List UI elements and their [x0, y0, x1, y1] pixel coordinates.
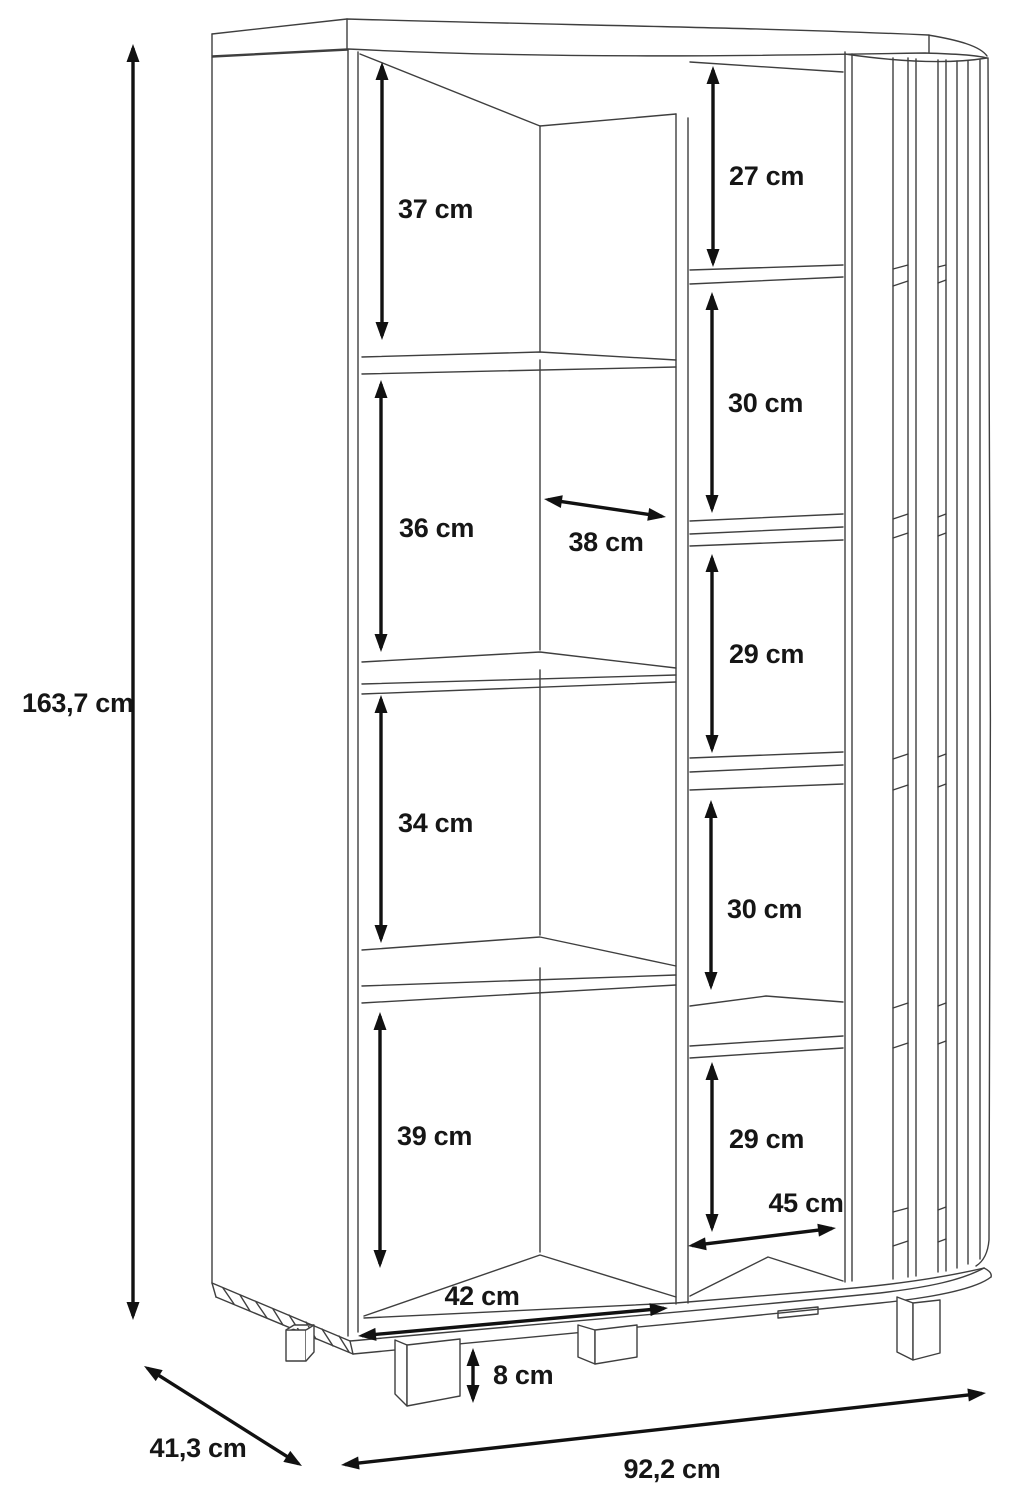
- dimension-overall-height: [22, 44, 140, 1320]
- dimension-feet-height: [467, 1348, 554, 1403]
- dimension-label-overall-width: 92,2 cm: [623, 1454, 721, 1484]
- dimension-label-left-section-4: 39 cm: [397, 1121, 473, 1151]
- dimension-label-overall-depth: 41,3 cm: [149, 1433, 247, 1463]
- dimension-left-section-2: [375, 380, 475, 652]
- dimension-label-left-section-1: 37 cm: [398, 194, 474, 224]
- dimension-interior-depth: [544, 495, 666, 557]
- dimension-right-section-2: [706, 292, 804, 513]
- dimension-right-section-3: [706, 554, 805, 753]
- dimension-right-section-1: [707, 66, 805, 267]
- dimension-overall-width: [341, 1389, 986, 1484]
- dimension-left-section-3: [375, 695, 474, 943]
- dimension-right-section-4: [705, 800, 803, 990]
- dimension-label-overall-height: 163,7 cm: [22, 688, 134, 718]
- dimension-label-left-column-width: 42 cm: [444, 1281, 520, 1311]
- cabinet-line-art: [212, 19, 991, 1354]
- dimension-left-section-4: [374, 1012, 473, 1268]
- dimension-label-right-section-3: 29 cm: [729, 639, 805, 669]
- dimension-left-section-1: [376, 62, 474, 340]
- dimension-label-left-section-2: 36 cm: [399, 513, 475, 543]
- dimension-label-interior-depth: 38 cm: [568, 527, 644, 557]
- dimension-label-right-column-width: 45 cm: [768, 1188, 844, 1218]
- dimension-label-feet-height: 8 cm: [493, 1360, 554, 1390]
- dimension-label-right-section-4: 30 cm: [727, 894, 803, 924]
- dimension-label-right-section-5: 29 cm: [729, 1124, 805, 1154]
- dimension-label-right-section-2: 30 cm: [728, 388, 804, 418]
- dimension-label-right-section-1: 27 cm: [729, 161, 805, 191]
- dimension-label-left-section-3: 34 cm: [398, 808, 474, 838]
- dimension-overall-depth: [144, 1366, 302, 1466]
